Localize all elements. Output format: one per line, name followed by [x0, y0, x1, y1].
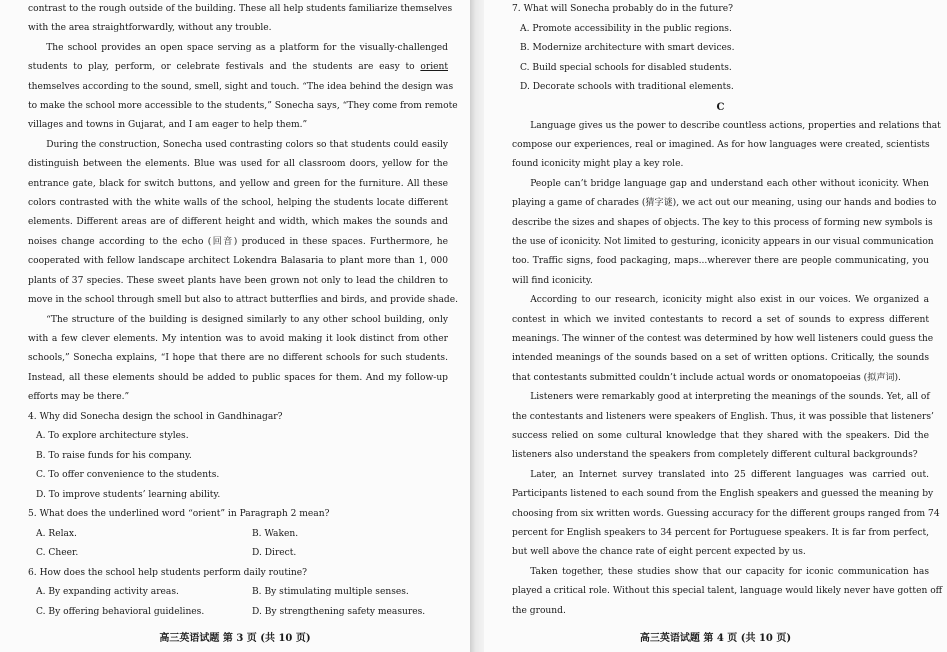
text-line: “The structure of the building is designed similarly to any other school building, only [46, 314, 448, 325]
option-b: B. To raise funds for his company. [36, 450, 192, 461]
text-line: Participants listened to each sound from the English speakers and guessed the meaning by [512, 489, 934, 500]
text-line: Taken together, these studies show that our capacity for iconic communication has [530, 566, 929, 577]
option-c: C. To offer convenience to the students. [36, 470, 220, 481]
question-stem: 7. What will Sonecha probably do in the future? [512, 4, 733, 14]
option-d: D. Decorate schools with traditional elements. [520, 82, 734, 92]
text-line: intended meanings of the sounds based on a set of written options. Critically, the sounds [512, 353, 929, 364]
text-line: describe the sizes and shapes of objects. The key to this process of forming new symbols is [512, 217, 933, 228]
text-line: According to our research, iconicity might also exist in our voices. We organized a [530, 295, 929, 306]
option-a: A. By expanding activity areas. [36, 587, 179, 598]
question-stem: 5. What does the underlined word “orient” in Paragraph 2 mean? [28, 509, 330, 520]
text-line: playing a game of charades (猜字谜), we act out our meaning, using our hands and bodies to [512, 198, 937, 209]
text-line: that contestants submitted couldn’t include actual words or onomatopoeias (拟声词). [512, 372, 901, 383]
option-d: D. To improve students’ learning ability. [36, 489, 221, 500]
question-7 [512, 0, 929, 98]
page-3 [0, 0, 470, 652]
text-line: contrast to the rough outside of the building. These all help students familiarize themselves [28, 4, 453, 14]
text-line: students to play, perform, or celebrate festivals and the students are easy to orient [28, 62, 448, 73]
text-line: the use of iconicity. Not limited to gesturing, iconicity appears in our visual communication [512, 236, 934, 247]
section-heading: C [716, 101, 725, 113]
option-row [36, 603, 448, 623]
text-line: themselves according to the sound, smell, sight and touch. “The idea behind the design was [28, 81, 454, 92]
text-line: played a critical role. Without this special talent, language would likely never have gotten off [512, 586, 943, 597]
option-d: D. By strengthening safety measures. [252, 606, 426, 617]
text-line: to make the school more accessible to the students,” Sonecha says, “They come from remote [28, 101, 458, 112]
text-line: Instead, all these elements should be added to public spaces for them. And my follow-up [28, 372, 448, 383]
text-line: too. Traffic signs, food packaging, maps...wherever there are people communicating, you [512, 256, 929, 267]
text-line: Listeners were remarkably good at interpreting the meanings of the sounds. Yet, all of [530, 392, 930, 403]
text-line: During the construction, Sonecha used contrasting colors so that students could easily [46, 139, 448, 150]
option-d: D. Direct. [252, 548, 297, 559]
page-footer: 高三英语试题 第 3 页 (共 10 页) [159, 633, 311, 644]
text-line: found iconicity might play a key role. [512, 159, 684, 170]
text-line: percent for English speakers to 34 percent for Portuguese speakers. It is far from perfect, [512, 528, 929, 539]
option-b: B. By stimulating multiple senses. [252, 587, 409, 598]
text-line: meanings. The winner of the contest was determined by how well listeners could guess the [512, 333, 934, 344]
text-line: entrance gate, black for switch buttons, and yellow and green for the furniture. All these [28, 178, 448, 189]
text-line: The school provides an open space serving as a platform for the visually-challenged [46, 42, 448, 53]
text-line: listeners also understand the speakers from completely different cultural backgrounds? [512, 450, 918, 461]
text-line: cooperated with fellow landscape architect Lokendra Balasaria to plant more than 1, 000 [28, 256, 448, 267]
option-c: C. Build special schools for disabled students. [520, 62, 732, 73]
option-row [36, 583, 448, 603]
question-6 [28, 564, 448, 623]
option-c: C. Cheer. [36, 548, 79, 559]
text-line: villages and towns in Gujarat, and I am eager to help them.” [28, 120, 308, 131]
option-c: C. By offering behavioral guidelines. [36, 606, 205, 617]
text-line: efforts may be there.” [28, 392, 130, 403]
option-row [36, 525, 448, 545]
page-gutter [470, 0, 484, 652]
option-row [36, 544, 448, 564]
text-line: but well above the chance rate of eight percent expected by us. [512, 547, 806, 558]
option-b: B. Waken. [252, 528, 299, 539]
text-line: the contestants and listeners were speakers of English. Thus, it was possible that listeners’ [512, 411, 934, 422]
text-line: compose our experiences, real or imagined. As for how languages were created, scientists [512, 139, 930, 150]
underlined-word-orient: orient [420, 62, 448, 73]
text-line: will find iconicity. [512, 275, 593, 286]
text-line: success relied on some cultural knowledge that they shared with the speakers. Did the [512, 431, 929, 441]
question-stem: 6. How does the school help students perform daily routine? [28, 567, 308, 578]
text-line: move in the school through smell but also to attract butterflies and birds, and provide shade. [28, 295, 458, 306]
text-line: plants of 37 species. These sweet plants have been grown not only to lead the children to [28, 275, 448, 286]
question-4 [28, 408, 448, 506]
page-4 [484, 0, 947, 652]
text-line: schools,” Sonecha explains, “I hope that there are no different schools for such students. [28, 353, 448, 364]
passage-c [512, 117, 943, 622]
passage-b-continued [28, 0, 458, 408]
text-line: elements. Different areas are of different height and width, which makes the sounds and [28, 217, 448, 228]
question-stem: 4. Why did Sonecha design the school in Gandhinagar? [28, 411, 283, 422]
text-line: contest in which we invited contestants to record a set of sounds to express different [512, 314, 929, 325]
option-a: A. Promote accessibility in the public regions. [520, 23, 732, 34]
text-line: with the area straightforwardly, without any trouble. [28, 23, 272, 34]
text-line: distinguish between the elements. Blue was used for all classroom doors, yellow for the [28, 159, 448, 170]
question-5 [28, 505, 448, 564]
text-line: noises change according to the echo (回音) produced in these spaces. Furthermore, he [28, 236, 448, 247]
text-line: Language gives us the power to describe countless actions, properties and relations that [530, 120, 941, 131]
option-a: A. To explore architecture styles. [36, 431, 189, 442]
text-line: People can’t bridge language gap and understand each other without iconicity. When [530, 178, 929, 189]
text-line: Later, an Internet survey translated into 25 different languages was carried out. [530, 469, 929, 480]
option-b: B. Modernize architecture with smart devices. [520, 43, 735, 53]
text-line: the ground. [512, 605, 566, 616]
page-footer: 高三英语试题 第 4 页 (共 10 页) [639, 633, 792, 644]
text-line: choosing from six written words. Guessing accuracy for the different groups ranged from 74 [512, 508, 940, 519]
text-line: with a few clever elements. My intention was to avoid making it look distinct from other [28, 333, 448, 344]
option-a: A. Relax. [36, 528, 77, 539]
text-line: colors contrasted with the white walls of the school, helping the students locate different [28, 198, 448, 209]
